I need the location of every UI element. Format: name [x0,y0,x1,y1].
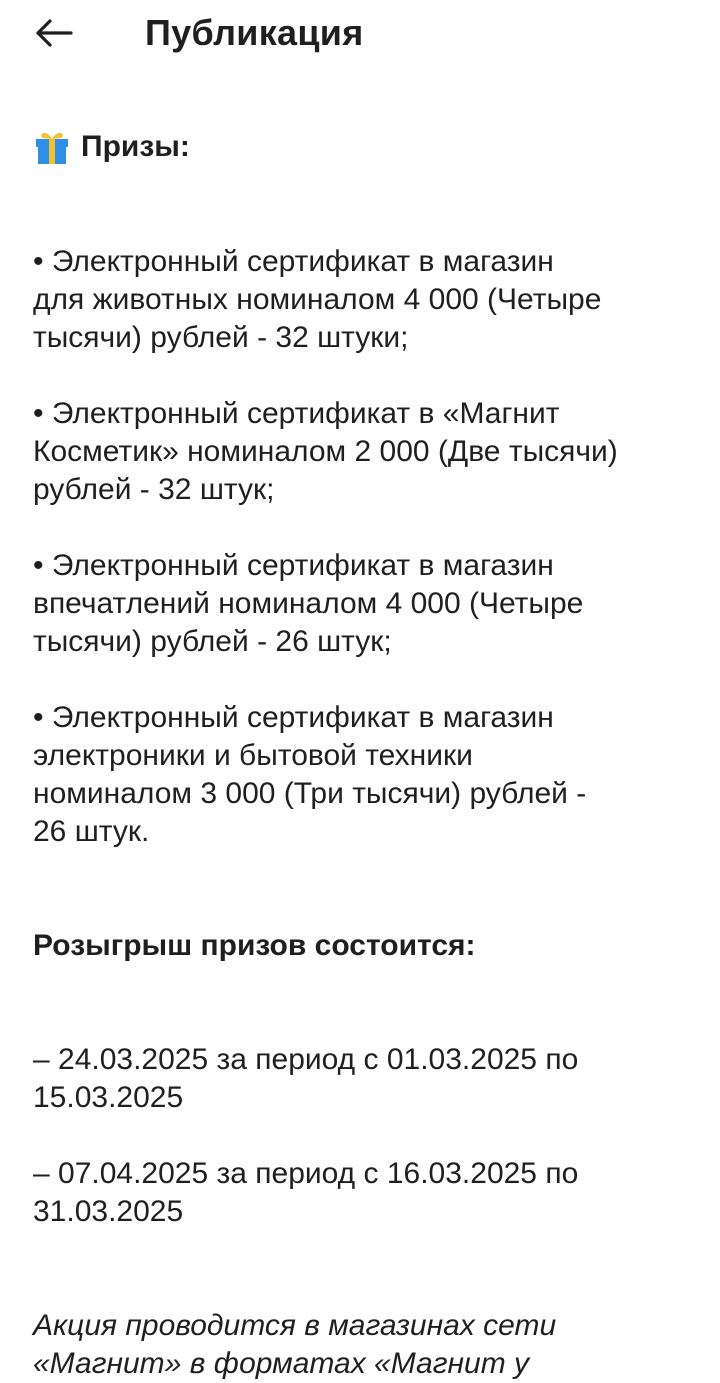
prize-line: Косметик» номиналом 2 000 (Две тысячи) [33,435,618,468]
draw-date-line: – 07.04.2025 за период с 16.03.2025 по [33,1157,579,1190]
app-header [0,0,720,70]
prize-line: • Электронный сертификат в магазин [33,245,554,278]
draw-date-line: 15.03.2025 [33,1081,184,1114]
promo-note-line: Акция проводится в магазинах сети [33,1309,557,1342]
draw-date-item [33,1041,693,1117]
arrow-left-icon [34,18,74,48]
prize-line: • Электронный сертификат в магазин [33,701,554,734]
prize-line: 26 штук. [33,815,150,848]
draw-date-line: – 24.03.2025 за период с 01.03.2025 по [33,1043,579,1076]
prize-item [33,243,693,357]
prize-line: для животных номиналом 4 000 (Четыре [33,283,602,316]
prizes-heading-text: Призы: [81,130,190,163]
back-button[interactable] [22,8,86,58]
prize-item [33,699,693,851]
promo-note [33,1307,693,1383]
draw-heading: Розыгрыш призов состоится: [33,929,476,962]
promo-note-line: «Магнит» в форматах «Магнит у [33,1347,530,1380]
prize-line: электроники и бытовой техники [33,739,473,772]
draw-date-item [33,1155,693,1231]
prize-line: рублей - 32 штук; [33,473,275,506]
prize-line: впечатлений номиналом 4 000 (Четыре [33,587,584,620]
prize-line: • Электронный сертификат в «Магнит [33,397,560,430]
prize-line: тысячи) рублей - 32 штуки; [33,321,409,354]
prize-line: номиналом 3 000 (Три тысячи) рублей - [33,777,587,810]
prizes-heading [33,128,693,166]
prize-item [33,395,693,509]
prize-line: • Электронный сертификат в магазин [33,549,554,582]
gift-icon [33,128,71,166]
page-title: Публикация [145,12,364,53]
prize-line: тысячи) рублей - 26 штук; [33,625,392,658]
prize-item [33,547,693,661]
draw-date-line: 31.03.2025 [33,1195,184,1228]
